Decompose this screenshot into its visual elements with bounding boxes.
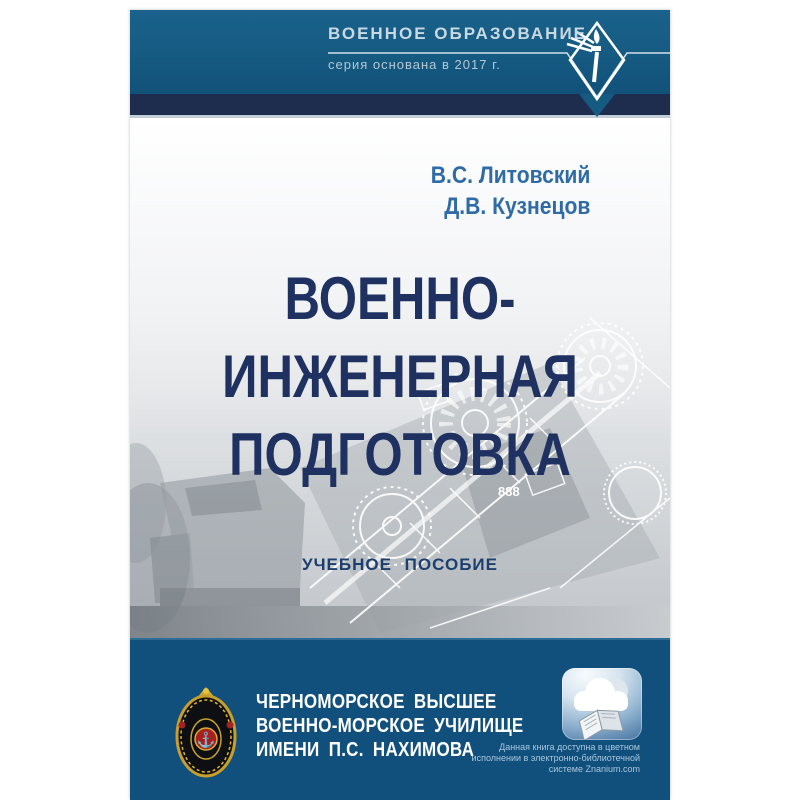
- school-name-line: ЧЕРНОМОРСКОЕ ВЫСШЕЕ: [256, 691, 497, 713]
- book-cover: [130, 10, 670, 800]
- title-line: ПОДГОТОВКА: [229, 421, 571, 488]
- publisher-band: [130, 638, 670, 800]
- note-line: Данная книга доступна в цветном: [499, 742, 640, 752]
- series-subtitle: серия основана в 2017 г.: [328, 57, 501, 72]
- ebook-availability-note: [472, 742, 640, 775]
- anchor-glyph: ⚓: [196, 732, 216, 749]
- note-line: исполнении в электронно-библиотечной: [471, 753, 640, 763]
- vehicle-number-marking: 888: [498, 484, 520, 499]
- edition-label: УЧЕБНОЕ ПОСОБИЕ: [302, 555, 498, 574]
- title-line: ИНЖЕНЕРНАЯ: [222, 343, 578, 410]
- note-line: системе Znanium.com: [548, 764, 640, 774]
- author-name: В.С. Литовский: [430, 162, 590, 189]
- school-name-line: ВОЕННО-МОРСКОЕ УЧИЛИЩЕ: [256, 715, 524, 737]
- cloud-book-art: [562, 668, 642, 740]
- school-name-line: ИМЕНИ П.С. НАХИМОВА: [256, 739, 475, 761]
- author-name: Д.В. Кузнецов: [443, 193, 590, 220]
- authors-block: [430, 160, 590, 222]
- ebook-cloud-book-icon: [562, 668, 642, 740]
- book-title: [179, 260, 622, 494]
- title-line: ВОЕННО-: [284, 265, 516, 332]
- series-title: ВОЕННОЕ ОБРАЗОВАНИЕ: [328, 24, 588, 43]
- naval-school-emblem-icon: [175, 685, 237, 779]
